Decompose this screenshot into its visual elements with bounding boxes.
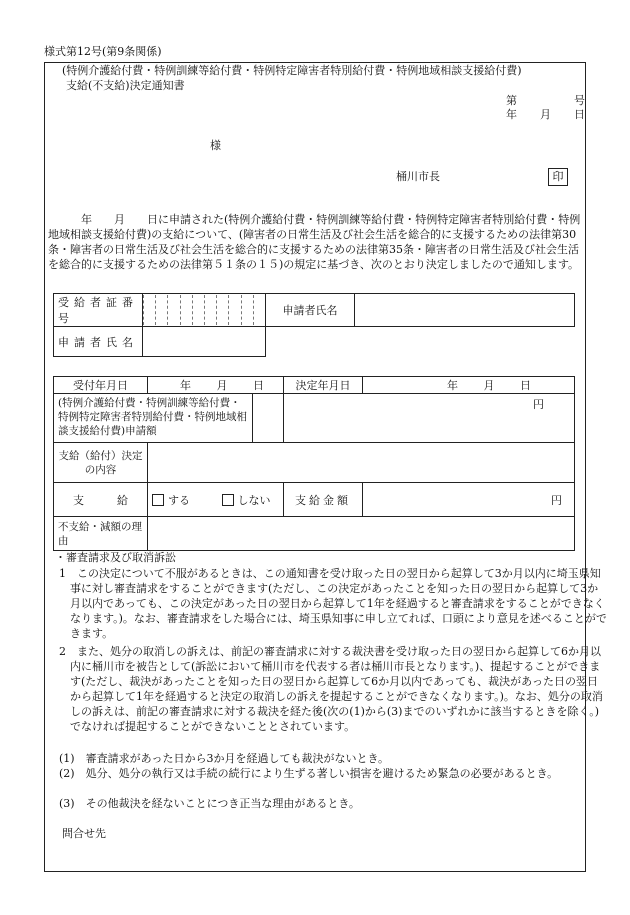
do-checkbox[interactable] [152,494,164,506]
apply-amount-label: (特例介護給付費・特例訓練等給付費・特例特定障害者特別給付費・特例地域相談支援給付費)申請額 [58,397,247,437]
not-do-checkbox[interactable] [222,494,234,506]
contact-label: 問合せ先 [62,827,106,840]
addressee-suffix: 様 [210,139,221,152]
apply-amount-value[interactable]: 円 [284,394,575,443]
payment-label: 支 給 [54,483,148,517]
applicant-name-label: 申請者氏名 [266,294,355,327]
number-label-go: 号 [574,94,585,107]
appeal-item-1: (1) 審査請求があった日から3か月を経過しても裁決がないとき。 [59,752,390,765]
received-date-value[interactable]: 年 月 日 [148,377,284,394]
appeal-paragraph-2: 2 また、処分の取消しの訴えは、前記の審査請求に対する裁決書を受け取った日の翌日から起算して6か月以内に桶川市を被告として(訴訟において桶川市を代表する者は桶川市長となります。)、提起することができます(ただし、裁決があったことを知った日の翌日から起算して6か月以内であっても、裁決があった日の翌日から起算して1年を経過すると決定の取消しの訴えを提起することができなくなります。)。なお、処分の取消しの訴えは、前記の審査請求に対する裁決を経た後(次の(1)から(3)までのいずれかに該当するときを除く。)でなければ提起することができないこととされています。 [59,645,603,733]
form-title-line2: 支給(不支給)決定通知書 [66,79,185,92]
date-year-label: 年 [506,108,517,121]
amount-label: 支給金額 [284,483,363,517]
content-value[interactable] [148,443,575,483]
recipient-table [53,293,575,357]
form-title-line1: (特例介護給付費・特例訓練等給付費・特例特定障害者特別給付費・特例地域相談支援給付費) [62,64,522,77]
reason-value[interactable] [148,517,575,551]
applicant-name-label2: 申請者氏名 [54,327,143,357]
content-label: 支給（給付）決定の内容 [54,443,148,483]
applicant-name-value[interactable] [355,294,575,327]
received-date-label: 受付年月日 [54,377,148,394]
appeal-paragraph-1: 1 この決定について不服があるときは、この通知書を受け取った日の翌日から起算して3か月以内に埼玉県知事に対し審査請求をすることができます(ただし、この決定があったことを知った日の翌日から起算して3か月以内であっても、この決定があった日の翌日から起算して1年を経過すると審査請求をすることができなくなります。)。なお、審査請求をした場合には、埼玉県知事に申し立てれば、口頭により意見を述べることができます。 [59,567,607,640]
recipient-id-label: 受給者証番号 [54,294,143,327]
applicant-name-value2[interactable] [143,327,266,357]
notice-text: 年 月 日に申請された(特例介護給付費・特例訓練等給付費・特例特定障害者特別給付費・特例地域相談支援給付費)の支給について、(障害者の日常生活及び社会生活を総合的に支援するための法律第30条・障害者の日常生活及び社会生活を総合的に支援するための法律第35条・障害者の日常生活及び社会生活を総合的に支援するための法律第５１条の１５)の規定に基づき、次のとおり決定しましたので通知します。 [48,213,581,271]
decision-table [53,376,575,551]
payment-options [148,483,284,517]
appeal-heading: ・審査請求及び取消訴訟 [55,551,176,564]
form-number: 様式第12号(第9条関係) [44,45,162,58]
issuer-name: 桶川市長 [396,170,440,183]
not-do-label: しない [237,493,271,507]
reason-label: 不支給・減額の理由 [54,517,148,551]
number-label-dai: 第 [506,94,517,107]
appeal-item-3: (3) その他裁決を経ないことにつき正当な理由があるとき。 [59,797,360,810]
decision-date-value[interactable]: 年 月 日 [363,377,575,394]
date-month-label: 月 [540,108,551,121]
recipient-id-cells[interactable] [143,294,266,327]
seal-mark: 印 [548,168,568,186]
do-label: する [168,493,190,507]
decision-date-label: 決定年月日 [284,377,363,394]
appeal-item-2: (2) 処分、処分の執行又は手続の続行により生ずる著しい損害を避けるため緊急の必要があるとき。 [59,767,559,780]
apply-amount-left[interactable] [252,394,283,442]
date-day-label: 日 [574,108,585,121]
amount-value[interactable]: 円 [363,483,575,517]
